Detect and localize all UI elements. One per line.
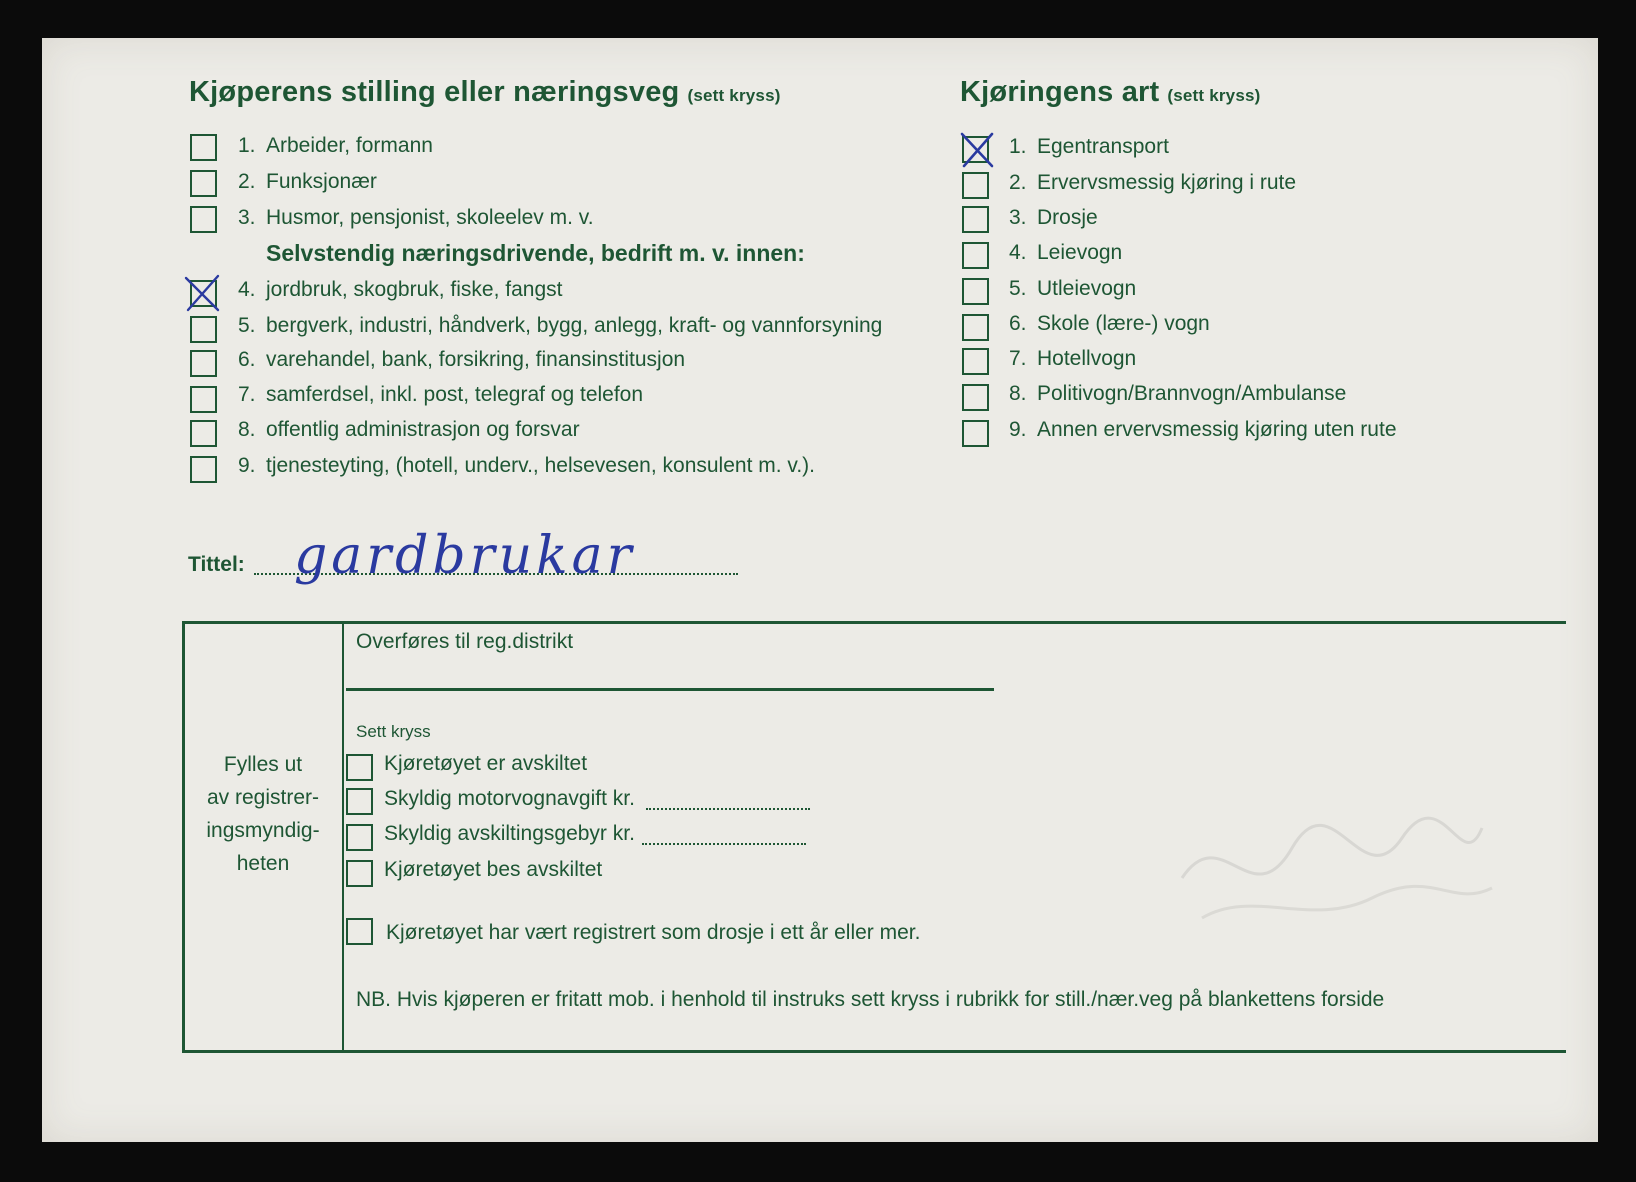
- checkbox-occupation-6[interactable]: [190, 350, 217, 377]
- driving-type-heading-note: (sett kryss): [1167, 86, 1261, 105]
- driving-label: Skole (lære-) vogn: [1037, 312, 1210, 335]
- driving-item-2: [1009, 171, 1296, 195]
- driving-item-9: [1009, 418, 1397, 442]
- occupation-label: samferdsel, inkl. post, telegraf og telefon: [266, 383, 644, 406]
- checkbox-driving-8[interactable]: [962, 384, 989, 411]
- checkbox-driving-4[interactable]: [962, 242, 989, 269]
- registry-side-label: [182, 748, 344, 880]
- driving-label: Politivogn/Brannvogn/Ambulanse: [1037, 382, 1347, 405]
- occupation-num: 1.: [238, 134, 256, 157]
- driving-num: 2.: [1009, 171, 1027, 194]
- check-registered-as-taxi-label: Kjøretøyet har vært registrert som drosje i ett år eller mer.: [386, 921, 921, 944]
- driving-label: Hotellvogn: [1037, 347, 1137, 370]
- check-deregistered-label: Kjøretøyet er avskiltet: [384, 752, 588, 775]
- transfer-field-line: [346, 688, 994, 691]
- occupation-num: 4.: [238, 278, 256, 301]
- check-header: Sett kryss: [356, 722, 431, 741]
- side-label-line: heten: [236, 852, 290, 875]
- title-field-label: Tittel:: [188, 553, 245, 576]
- driving-item-4: [1009, 241, 1122, 265]
- checkbox-driving-5[interactable]: [962, 278, 989, 305]
- occupation-num: 7.: [238, 383, 256, 406]
- checkbox-driving-6[interactable]: [962, 314, 989, 341]
- driving-item-5: [1009, 277, 1136, 301]
- handwritten-x-mark: [956, 128, 998, 170]
- occupation-item-3: [238, 206, 594, 230]
- occupation-label: offentlig administrasjon og forsvar: [266, 418, 580, 441]
- driving-label: Leievogn: [1037, 241, 1123, 264]
- occupation-num: 5.: [238, 314, 256, 337]
- buyer-occupation-heading-note: (sett kryss): [687, 86, 781, 105]
- checkbox-occupation-5[interactable]: [190, 316, 217, 343]
- checkbox-driving-3[interactable]: [962, 206, 989, 233]
- checkbox-request-deregistration[interactable]: [346, 860, 373, 887]
- occupation-num: 2.: [238, 170, 256, 193]
- checkbox-occupation-8[interactable]: [190, 420, 217, 447]
- checkbox-occupation-1[interactable]: [190, 134, 217, 161]
- driving-num: 4.: [1009, 241, 1027, 264]
- occupation-item-4: [238, 278, 562, 302]
- checkbox-occupation-3[interactable]: [190, 206, 217, 233]
- checkbox-driving-2[interactable]: [962, 172, 989, 199]
- side-label-line: Fylles ut: [223, 753, 303, 776]
- deregistration-fee-amount-line: [642, 843, 806, 845]
- check-request-deregistration-label: Kjøretøyet bes avskiltet: [384, 858, 603, 881]
- occupation-label: jordbruk, skogbruk, fiske, fangst: [266, 278, 563, 301]
- driving-label: Annen ervervsmessig kjøring uten rute: [1037, 418, 1397, 441]
- registry-box-top-border: [182, 621, 1566, 624]
- occupation-label: Funksjonær: [266, 170, 377, 193]
- transfer-label: Overføres til reg.distrikt: [356, 630, 574, 653]
- nb-note: NB. Hvis kjøperen er fritatt mob. i henhold til instruks sett kryss i rubrikk for still./nær.veg på blankettens forside: [356, 988, 1385, 1011]
- check-vehicle-tax-label: Skyldig motorvognavgift kr.: [384, 787, 635, 810]
- occupation-label: varehandel, bank, forsikring, finansinstitusjon: [266, 348, 686, 371]
- driving-num: 1.: [1009, 135, 1027, 158]
- occupation-label: Arbeider, formann: [266, 134, 433, 157]
- checkbox-deregistration-fee-due[interactable]: [346, 824, 373, 851]
- driving-num: 8.: [1009, 382, 1027, 405]
- buyer-occupation-heading: [189, 76, 781, 109]
- checkbox-registered-as-taxi[interactable]: [346, 918, 373, 945]
- driving-label: Ervervsmessig kjøring i rute: [1037, 171, 1297, 194]
- driving-item-6: [1009, 312, 1210, 336]
- checkbox-deregistered[interactable]: [346, 754, 373, 781]
- side-label-line: av registrer-: [206, 786, 320, 809]
- occupation-num: 6.: [238, 348, 256, 371]
- driving-type-heading: [960, 76, 1261, 109]
- occupation-item-1: [238, 134, 433, 158]
- driving-num: 3.: [1009, 206, 1027, 229]
- form-sheet: [42, 38, 1598, 1142]
- vehicle-tax-amount-line: [646, 808, 810, 810]
- driving-label: Egentransport: [1037, 135, 1169, 158]
- side-label-line: ingsmyndig-: [206, 819, 320, 842]
- bleed-through-signature: [1162, 758, 1502, 938]
- checkbox-vehicle-tax-due[interactable]: [346, 788, 373, 815]
- driving-type-heading-text: Kjøringens art: [960, 76, 1160, 108]
- checkbox-occupation-7[interactable]: [190, 386, 217, 413]
- driving-item-1: [1009, 135, 1169, 159]
- buyer-occupation-heading-text: Kjøperens stilling eller næringsveg: [189, 76, 680, 108]
- checkbox-occupation-2[interactable]: [190, 170, 217, 197]
- occupation-label: Husmor, pensjonist, skoleelev m. v.: [266, 206, 594, 229]
- occupation-item-5: [238, 314, 882, 338]
- checkbox-driving-9[interactable]: [962, 420, 989, 447]
- driving-num: 7.: [1009, 347, 1027, 370]
- occupation-item-2: [238, 170, 377, 194]
- driving-num: 5.: [1009, 277, 1027, 300]
- registry-box-bottom-border: [182, 1050, 1566, 1053]
- self-employed-subheading: Selvstendig næringsdrivende, bedrift m. v. innen:: [266, 240, 805, 266]
- driving-item-7: [1009, 347, 1136, 371]
- occupation-num: 3.: [238, 206, 256, 229]
- driving-item-8: [1009, 382, 1346, 406]
- occupation-label: bergverk, industri, håndverk, bygg, anlegg, kraft- og vannforsyning: [266, 314, 883, 337]
- handwritten-x-mark: [182, 272, 224, 314]
- driving-num: 6.: [1009, 312, 1027, 335]
- driving-label: Drosje: [1037, 206, 1098, 229]
- driving-num: 9.: [1009, 418, 1027, 441]
- occupation-num: 8.: [238, 418, 256, 441]
- occupation-item-8: [238, 418, 580, 442]
- occupation-num: 9.: [238, 454, 256, 477]
- check-deregistration-fee-label: Skyldig avskiltingsgebyr kr.: [384, 822, 635, 845]
- driving-item-3: [1009, 206, 1098, 230]
- occupation-item-6: [238, 348, 685, 372]
- driving-label: Utleievogn: [1037, 277, 1137, 300]
- occupation-item-9: [238, 454, 815, 478]
- title-field-value[interactable]: gardbrukar: [294, 526, 636, 586]
- checkbox-occupation-9[interactable]: [190, 456, 217, 483]
- occupation-label: tjenesteyting, (hotell, underv., helsevesen, konsulent m. v.).: [266, 454, 816, 477]
- occupation-item-7: [238, 383, 643, 407]
- checkbox-driving-7[interactable]: [962, 348, 989, 375]
